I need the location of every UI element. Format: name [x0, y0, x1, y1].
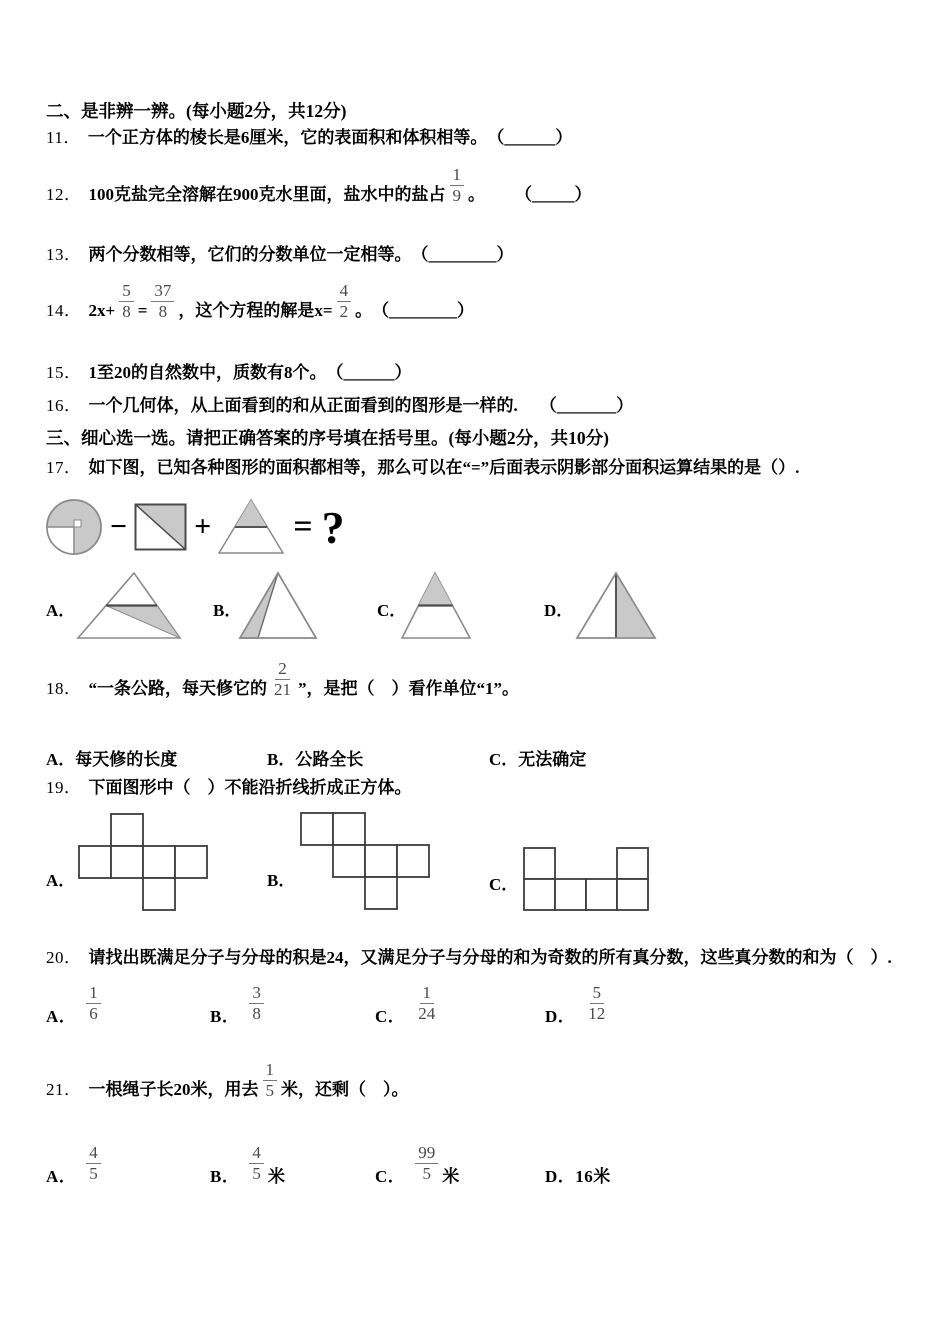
q20-option-c — [375, 982, 442, 1046]
question-19-text: 下面图形中（ ）不能沿折线折成正方体。 — [88, 778, 412, 797]
option-label: A． — [46, 1006, 77, 1026]
net-square — [617, 848, 648, 879]
question-21-text-pre: 一根绳子长20米，用去 — [88, 1079, 259, 1099]
question-19 — [46, 777, 412, 799]
option-label: C． — [375, 1166, 406, 1186]
net-square — [333, 813, 365, 845]
q21-option-a — [46, 1142, 105, 1206]
net-square — [111, 846, 143, 878]
q20-option-d — [545, 982, 612, 1046]
net-square — [111, 814, 143, 846]
question-11 — [46, 127, 572, 149]
triangle-top-shaded-figure — [218, 499, 284, 555]
question-20 — [46, 947, 892, 969]
question-14-middle-text: ，这个方程的解是x= — [178, 300, 333, 320]
option-unit: 米 — [442, 1166, 460, 1186]
fraction-denominator: 8 — [122, 302, 131, 321]
question-12-period: 。 — [468, 184, 485, 204]
question-18-number: 18． — [46, 678, 82, 698]
section-3-header — [46, 427, 609, 449]
equals-sign: = — [293, 508, 313, 545]
net-square — [301, 813, 333, 845]
fraction-2-21 — [271, 659, 294, 700]
q17-option-c-triangle — [401, 571, 471, 640]
fraction-3-8 — [249, 983, 264, 1024]
triangle-shaded-top — [235, 500, 267, 527]
fraction-denominator: 5 — [265, 1081, 274, 1100]
q17-option-b-triangle — [239, 571, 317, 640]
q17-option-d-triangle — [576, 571, 656, 640]
q19-option-b-label: B． — [267, 871, 296, 890]
q17-option-a-label: A． — [46, 601, 76, 620]
net-square — [586, 879, 617, 910]
question-14-blank: （________） — [372, 300, 475, 320]
question-21 — [46, 1060, 409, 1119]
minus-sign: − — [110, 510, 128, 543]
question-14-number: 14． — [46, 300, 82, 320]
fraction-denominator: 21 — [274, 680, 291, 699]
question-15 — [46, 362, 412, 384]
question-18-text-pre: “一条公路，每天修它的 — [88, 678, 267, 698]
option-label: D．16米 — [545, 1166, 611, 1186]
q17-option-c-label: C． — [377, 601, 407, 620]
fraction-numerator: 4 — [86, 1143, 101, 1164]
fraction-denominator: 6 — [89, 1003, 98, 1023]
q18-option-c: C．无法确定 — [489, 750, 587, 769]
net-square — [79, 846, 111, 878]
fraction-4-5 — [249, 1143, 264, 1184]
q18-option-a: A．每天修的长度 — [46, 750, 178, 769]
fraction-4-2 — [337, 281, 352, 322]
question-18 — [46, 659, 519, 718]
fraction-denominator: 9 — [452, 186, 461, 205]
question-17 — [46, 457, 799, 479]
net-square — [397, 845, 429, 877]
question-11-blank: （______） — [487, 128, 573, 147]
question-18-text-post: ”，是把（ ）看作单位“1”。 — [298, 678, 519, 698]
question-13 — [46, 244, 514, 266]
circle-three-quarter-shaded-figure — [45, 497, 103, 557]
q19-cube-net-a — [78, 813, 210, 912]
question-14 — [46, 281, 474, 340]
section-3-title: 三、细心选一选。请把正确答案的序号填在括号里。(每小题2分，共10分) — [46, 428, 609, 448]
q19-cube-net-c — [523, 847, 651, 912]
net-square — [365, 845, 397, 877]
question-15-blank: （______） — [326, 363, 412, 382]
q17-figure-equation — [45, 497, 345, 557]
question-20-text: 请找出既满足分子与分母的积是24，又满足分子与分母的和为奇数的所有真分数，这些真分数的和为（ ）. — [88, 948, 892, 967]
fraction-1-5 — [263, 1060, 278, 1101]
net-square — [365, 877, 397, 909]
option-unit: 米 — [267, 1166, 285, 1186]
question-11-number: 11． — [46, 128, 81, 147]
net-square — [143, 846, 175, 878]
q18-option-b: B．公路全长 — [267, 750, 364, 769]
net-square — [555, 879, 586, 910]
fraction-denominator: 5 — [422, 1163, 432, 1183]
fraction-numerator: 2 — [275, 659, 290, 680]
fraction-numerator: 1 — [263, 1060, 278, 1081]
fraction-denominator: 2 — [339, 302, 349, 321]
question-13-blank: （________） — [411, 245, 514, 264]
fraction-denominator: 24 — [418, 1003, 436, 1023]
plus-sign: + — [194, 510, 212, 543]
fraction-numerator: 1 — [86, 983, 101, 1004]
question-13-number: 13． — [46, 245, 82, 264]
question-17-number: 17． — [46, 458, 82, 477]
q20-option-b — [210, 982, 268, 1046]
question-14-equals: = — [137, 300, 148, 320]
question-16-text: 一个几何体，从上面看到的和从正面看到的图形是一样的. — [88, 396, 518, 415]
fraction-numerator: 4 — [337, 281, 352, 302]
net-square — [175, 846, 207, 878]
question-20-number: 20． — [46, 948, 82, 967]
section-2-title: 二、是非辨一辨。(每小题2分，共12分) — [46, 101, 347, 121]
fraction-5-8 — [119, 281, 134, 322]
question-11-text: 一个正方体的棱长是6厘米，它的表面积和体积相等。 — [87, 128, 488, 147]
section-2-header — [46, 100, 346, 122]
question-15-text: 1至20的自然数中，质数有8个。 — [88, 363, 327, 382]
question-mark: ? — [321, 501, 345, 553]
net-square — [617, 879, 648, 910]
question-19-number: 19． — [46, 778, 82, 797]
fraction-37-8 — [151, 281, 174, 322]
fraction-denominator: 8 — [252, 1003, 261, 1023]
question-14-equation-left: 2x+ — [88, 300, 116, 320]
q21-option-c — [375, 1142, 459, 1206]
net-square — [524, 879, 555, 910]
question-16-blank: （_______） — [539, 396, 634, 415]
fraction-5-12 — [585, 983, 608, 1024]
question-21-number: 21． — [46, 1079, 82, 1099]
right-angle-mark — [74, 520, 81, 527]
question-21-text-post: 米，还剩（ ）。 — [281, 1079, 409, 1099]
question-15-number: 15． — [46, 363, 82, 382]
q21-option-b — [210, 1142, 285, 1206]
q19-option-c-label: C． — [489, 875, 519, 894]
fraction-1-24 — [415, 983, 438, 1024]
net-square — [143, 878, 175, 910]
q17-option-b-label: B． — [213, 601, 242, 620]
fraction-numerator: 5 — [119, 281, 134, 302]
shaded-region — [419, 573, 453, 606]
q17-option-d-label: D． — [544, 601, 574, 620]
question-12-blank: （_____） — [515, 184, 592, 204]
option-label: A． — [46, 1166, 77, 1186]
option-label: B． — [210, 1006, 240, 1026]
question-16-number: 16． — [46, 396, 82, 415]
net-square — [524, 848, 555, 879]
fraction-denominator: 5 — [89, 1163, 98, 1183]
net-square — [333, 845, 365, 877]
fraction-denominator: 12 — [588, 1003, 606, 1023]
q19-cube-net-b — [300, 812, 432, 911]
question-13-text: 两个分数相等，它们的分数单位一定相等。 — [88, 245, 412, 264]
fraction-denominator: 5 — [252, 1163, 261, 1183]
fraction-1-6 — [86, 983, 101, 1024]
fraction-numerator: 4 — [249, 1143, 264, 1164]
fraction-numerator: 3 — [249, 983, 264, 1004]
q21-option-d — [545, 1142, 617, 1206]
q19-option-a-label: A． — [46, 871, 76, 890]
option-label: C． — [375, 1006, 406, 1026]
square-half-shaded-figure — [134, 503, 187, 552]
circle-unshaded-quarter — [47, 527, 74, 554]
fraction-4-5 — [86, 1143, 101, 1184]
fraction-denominator: 8 — [158, 302, 168, 321]
fraction-99-5 — [415, 1143, 438, 1184]
fraction-numerator: 37 — [151, 281, 174, 302]
question-12 — [46, 165, 592, 224]
fraction-numerator: 1 — [420, 983, 435, 1004]
question-14-period: 。 — [355, 300, 373, 320]
fraction-1-9 — [450, 165, 465, 206]
option-label: D． — [545, 1006, 576, 1026]
question-12-text: 100克盐完全溶解在900克水里面，盐水中的盐占 — [88, 184, 446, 204]
q20-option-a — [46, 982, 105, 1046]
question-16 — [46, 395, 633, 417]
fraction-numerator: 99 — [415, 1143, 438, 1164]
q17-option-a-triangle — [77, 571, 181, 640]
question-12-number: 12． — [46, 184, 82, 204]
fraction-numerator: 1 — [450, 165, 465, 186]
question-17-text: 如下图，已知各种图形的面积都相等，那么可以在“=”后面表示阴影部分面积运算结果的是（）. — [88, 458, 800, 477]
option-label: B． — [210, 1166, 240, 1186]
fraction-numerator: 5 — [590, 983, 605, 1004]
